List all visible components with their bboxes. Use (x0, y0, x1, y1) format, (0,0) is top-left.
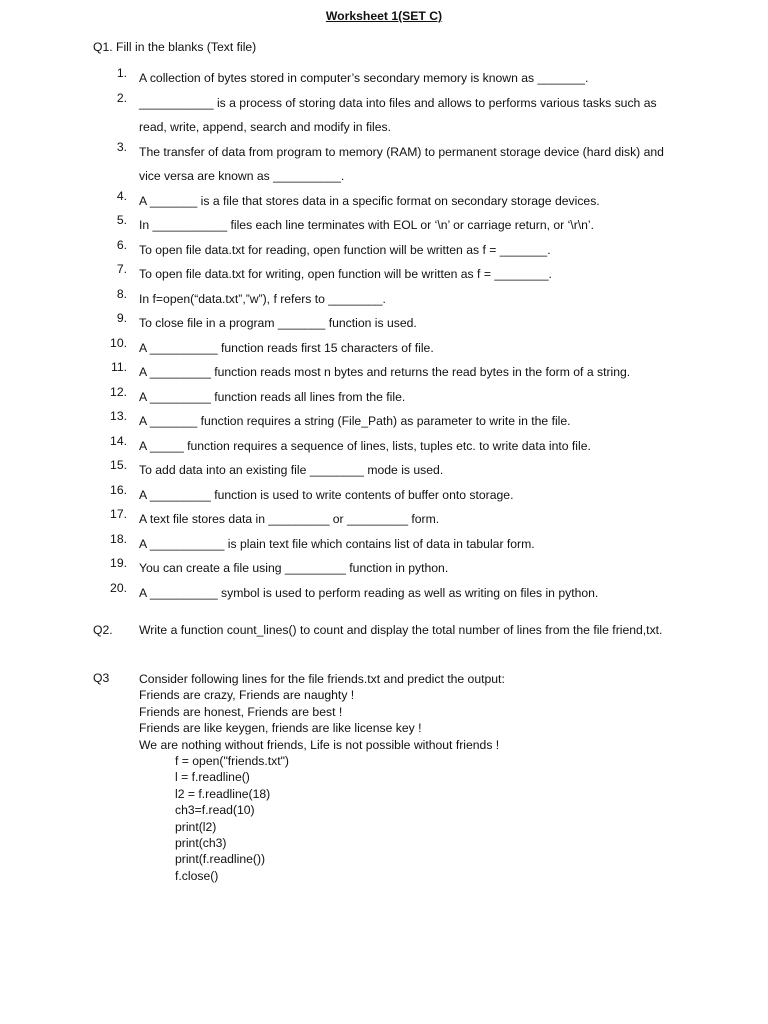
item-text: A text file stores data in _________ or _________ form. (139, 512, 440, 526)
code-line: f = open("friends.txt") (175, 754, 289, 769)
q3-label: Q3 (93, 671, 110, 685)
item-text: A _________ function reads all lines from the file. (139, 389, 406, 404)
list-item (93, 140, 683, 189)
item-number: 13. (110, 409, 127, 423)
item-text: The transfer of data from program to memory (RAM) to permanent storage device (hard disk) and vice versa are known as __________. (139, 144, 664, 183)
item-number: 17. (110, 507, 127, 521)
item-text: A collection of bytes stored in computer’s secondary memory is known as _______. (139, 71, 589, 85)
item-text: A _____ function requires a sequence of lines, lists, tuples etc. to write data into file. (139, 438, 591, 453)
code-line: print(f.readline()) (175, 852, 266, 867)
list-item (93, 507, 683, 532)
item-text: ___________ is a process of storing data into files and allows to performs various tasks such as read, write, append, search and modify in files. (139, 95, 657, 134)
list-item (93, 483, 683, 508)
item-number: 5. (116, 213, 127, 227)
item-text: To add data into an existing file ________ mode is used. (139, 463, 444, 477)
q1-blanks-list (93, 66, 683, 605)
item-number: 6. (116, 237, 127, 252)
list-item (93, 556, 683, 581)
item-text: To close file in a program _______ function is used. (139, 316, 417, 330)
item-number: 9. (116, 311, 127, 325)
file-line: Friends are crazy, Friends are naughty ! (139, 688, 355, 703)
list-item (93, 91, 683, 140)
file-line: We are nothing without friends, Life is not possible without friends ! (139, 737, 500, 752)
item-number: 14. (110, 433, 127, 448)
code-line: print(l2) (175, 819, 217, 834)
file-line: Friends are honest, Friends are best ! (139, 704, 343, 719)
item-text: A __________ function reads first 15 characters of file. (139, 340, 434, 355)
item-number: 15. (110, 458, 127, 472)
item-text: A _________ function is used to write contents of buffer onto storage. (139, 487, 514, 502)
worksheet-title: Worksheet 1(SET C) (325, 9, 443, 23)
item-text: A _______ function requires a string (File_Path) as parameter to write in the file. (139, 414, 571, 428)
list-item (93, 213, 683, 238)
item-text: In f=open(“data.txt”,”w”), f refers to ________. (139, 291, 386, 306)
list-item (93, 336, 683, 361)
item-number: 7. (116, 262, 127, 276)
q2-text: Write a function count_lines() to count and display the total number of lines from the file friend,txt. (139, 623, 663, 637)
list-item (93, 360, 683, 385)
item-text: A __________ symbol is used to perform reading as well as writing on files in python. (139, 585, 599, 600)
item-number: 11. (110, 360, 127, 374)
q1-heading: Q1. Fill in the blanks (Text file) (93, 40, 257, 54)
item-number: 18. (110, 531, 127, 546)
item-text: In ___________ files each line terminates with EOL or ‘\n’ or carriage return, or ‘\r\n’. (139, 218, 595, 232)
item-text: A _________ function reads most n bytes and returns the read bytes in the form of a string. (139, 365, 631, 379)
item-text: A ___________ is plain text file which contains list of data in tabular form. (139, 536, 535, 551)
list-item (93, 385, 683, 410)
code-line: print(ch3) (175, 836, 227, 851)
list-item (93, 238, 683, 263)
code-line: ch3=f.read(10) (175, 803, 255, 818)
q3-intro: Consider following lines for the file friends.txt and predict the output: (139, 672, 505, 686)
item-number: 3. (116, 139, 127, 154)
list-item (93, 434, 683, 459)
item-text: A _______ is a file that stores data in a specific format on secondary storage devices. (139, 193, 600, 208)
item-number: 16. (110, 482, 127, 497)
list-item (93, 311, 683, 336)
item-text: To open file data.txt for writing, open function will be written as f = ________. (139, 267, 552, 281)
file-line: Friends are like keygen, friends are like license key ! (139, 721, 422, 736)
list-item (93, 532, 683, 557)
list-item (93, 409, 683, 434)
list-item (93, 287, 683, 312)
list-item (93, 189, 683, 214)
item-number: 1. (116, 66, 127, 80)
item-number: 4. (116, 188, 127, 203)
code-line: l2 = f.readline(18) (175, 786, 271, 801)
item-text: To open file data.txt for reading, open function will be written as f = _______. (139, 242, 551, 257)
list-item (93, 66, 683, 91)
item-number: 19. (110, 556, 127, 570)
item-text: You can create a file using _________ function in python. (139, 561, 449, 575)
q3-question (93, 671, 673, 884)
item-number: 2. (116, 90, 127, 105)
item-number: 8. (116, 286, 127, 301)
code-line: l = f.readline() (175, 770, 250, 785)
item-number: 20. (110, 580, 127, 595)
q3-file-lines (139, 671, 673, 753)
list-item (93, 262, 683, 287)
list-item (93, 458, 683, 483)
list-item (93, 581, 683, 606)
q2-label: Q2. (93, 623, 113, 637)
item-number: 12. (110, 384, 127, 399)
q2-question (93, 621, 673, 639)
item-number: 10. (110, 335, 127, 350)
code-line: f.close() (175, 868, 219, 883)
q3-code-block (175, 753, 673, 884)
